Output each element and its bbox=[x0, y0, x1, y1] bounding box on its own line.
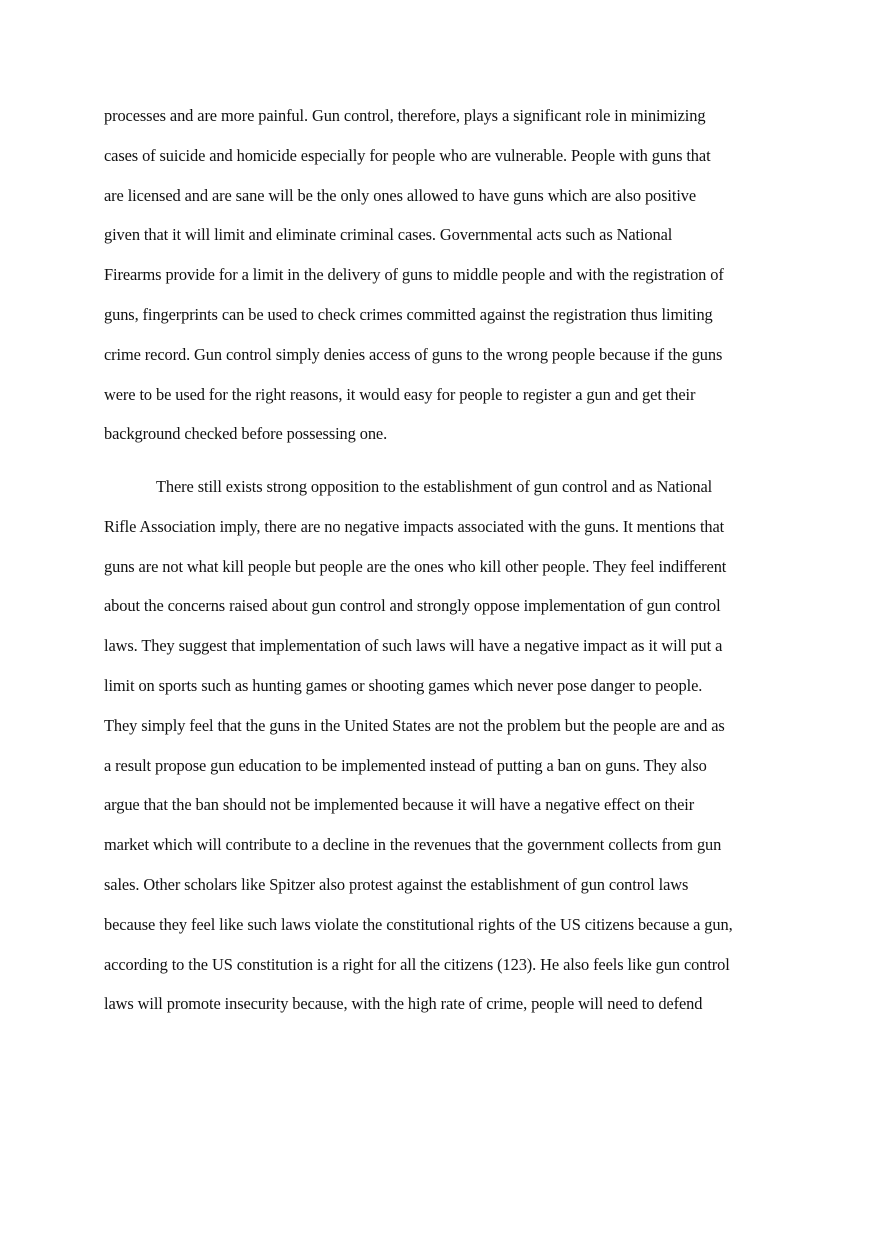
paragraph-line: limit on sports such as hunting games or shooting games which never pose danger to people. bbox=[104, 675, 703, 695]
paragraph-line: processes and are more painful. Gun control, therefore, plays a significant role in minimizing bbox=[104, 106, 706, 125]
paragraph-2 bbox=[104, 467, 784, 1024]
paragraph-line: There still exists strong opposition to the establishment of gun control and as National bbox=[156, 477, 713, 496]
paragraph-line: market which will contribute to a decline in the revenues that the government collects from gun bbox=[104, 835, 722, 855]
paragraph-line: guns are not what kill people but people are the ones who kill other people. They feel indifferent bbox=[104, 556, 727, 576]
paragraph-line: background checked before possessing one. bbox=[104, 424, 388, 444]
paragraph-line: argue that the ban should not be implemented because it will have a negative effect on their bbox=[104, 795, 695, 815]
paragraph-line: Firearms provide for a limit in the delivery of guns to middle people and with the registration of bbox=[104, 265, 724, 285]
paragraph-line: because they feel like such laws violate the constitutional rights of the US citizens because a gun, bbox=[104, 914, 733, 934]
paragraph-line: Rifle Association imply, there are no negative impacts associated with the guns. It mentions that bbox=[104, 516, 725, 536]
paragraph-line: about the concerns raised about gun control and strongly oppose implementation of gun control bbox=[104, 596, 721, 616]
paragraph-line: a result propose gun education to be implemented instead of putting a ban on guns. They also bbox=[104, 755, 707, 775]
paragraph-line: sales. Other scholars like Spitzer also protest against the establishment of gun control laws bbox=[104, 874, 689, 894]
paragraph-line: according to the US constitution is a right for all the citizens (123). He also feels like gun control bbox=[104, 954, 730, 974]
paragraph-1 bbox=[104, 96, 784, 454]
paragraph-line: crime record. Gun control simply denies access of guns to the wrong people because if the guns bbox=[104, 344, 723, 364]
paragraph-line: are licensed and are sane will be the only ones allowed to have guns which are also positive bbox=[104, 185, 697, 205]
paragraph-line: laws will promote insecurity because, with the high rate of crime, people will need to defend bbox=[104, 994, 703, 1014]
paragraph-line: They simply feel that the guns in the United States are not the problem but the people are and as bbox=[104, 715, 725, 735]
paragraph-line: given that it will limit and eliminate criminal cases. Governmental acts such as National bbox=[104, 225, 673, 245]
paragraph-line: guns, fingerprints can be used to check crimes committed against the registration thus limiting bbox=[104, 304, 713, 324]
paragraph-line: were to be used for the right reasons, it would easy for people to register a gun and get their bbox=[104, 384, 696, 404]
paragraph-line: cases of suicide and homicide especially for people who are vulnerable. People with guns that bbox=[104, 145, 711, 165]
paragraph-line: laws. They suggest that implementation of such laws will have a negative impact as it will put a bbox=[104, 636, 723, 656]
